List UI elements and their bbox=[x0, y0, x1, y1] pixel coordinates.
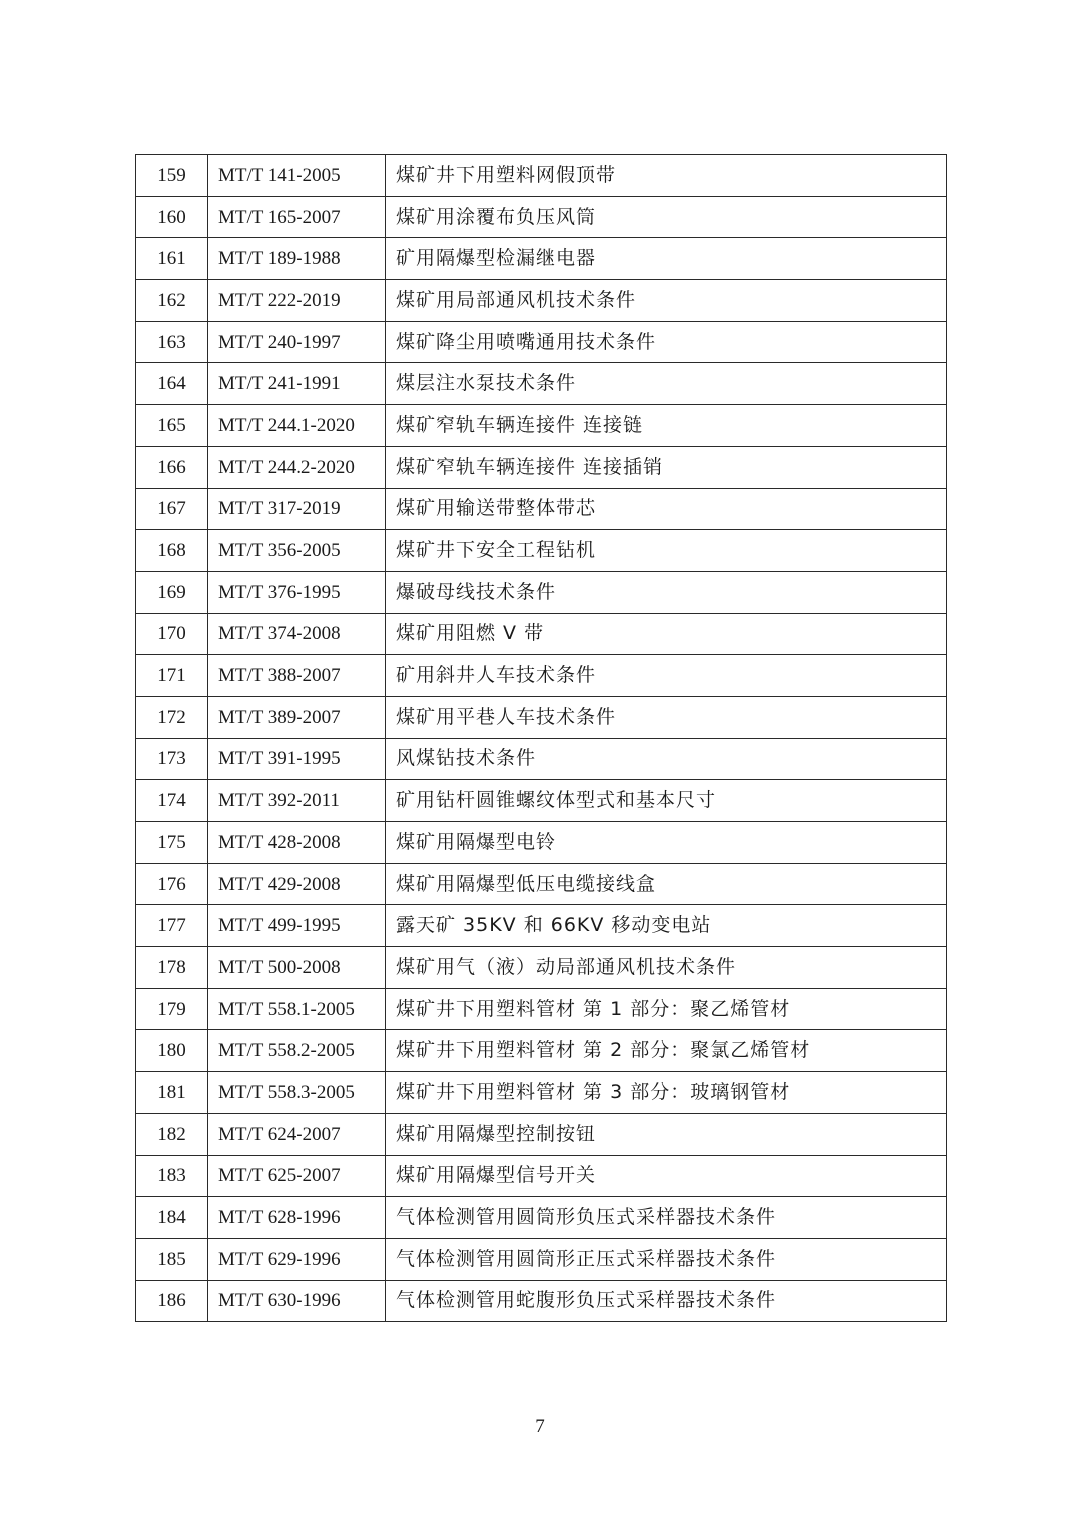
standard-name-cell: 煤矿用局部通风机技术条件 bbox=[386, 280, 947, 322]
standard-code-cell: MT/T 356-2005 bbox=[208, 530, 386, 572]
row-number-cell: 159 bbox=[136, 155, 208, 197]
standard-code-cell: MT/T 558.1-2005 bbox=[208, 988, 386, 1030]
table-row bbox=[136, 1072, 947, 1114]
standard-code-cell: MT/T 625-2007 bbox=[208, 1155, 386, 1197]
table-row bbox=[136, 238, 947, 280]
table-row bbox=[136, 488, 947, 530]
row-number-cell: 176 bbox=[136, 863, 208, 905]
row-number-cell: 183 bbox=[136, 1155, 208, 1197]
standard-code-cell: MT/T 189-1988 bbox=[208, 238, 386, 280]
row-number-cell: 168 bbox=[136, 530, 208, 572]
standard-name-cell: 爆破母线技术条件 bbox=[386, 571, 947, 613]
standard-name-cell: 煤矿井下用塑料管材 第 2 部分：聚氯乙烯管材 bbox=[386, 1030, 947, 1072]
standard-code-cell: MT/T 244.1-2020 bbox=[208, 405, 386, 447]
row-number-cell: 173 bbox=[136, 738, 208, 780]
standard-code-cell: MT/T 388-2007 bbox=[208, 655, 386, 697]
row-number-cell: 162 bbox=[136, 280, 208, 322]
standard-name-cell: 煤矿用隔爆型信号开关 bbox=[386, 1155, 947, 1197]
standard-name-cell: 气体检测管用蛇腹形负压式采样器技术条件 bbox=[386, 1280, 947, 1322]
table-row bbox=[136, 280, 947, 322]
standard-code-cell: MT/T 392-2011 bbox=[208, 780, 386, 822]
standard-name-cell: 煤矿用隔爆型控制按钮 bbox=[386, 1113, 947, 1155]
standard-code-cell: MT/T 428-2008 bbox=[208, 822, 386, 864]
row-number-cell: 166 bbox=[136, 446, 208, 488]
table-row bbox=[136, 571, 947, 613]
row-number-cell: 167 bbox=[136, 488, 208, 530]
standard-name-cell: 气体检测管用圆筒形正压式采样器技术条件 bbox=[386, 1238, 947, 1280]
table-row bbox=[136, 863, 947, 905]
table-row bbox=[136, 530, 947, 572]
standard-name-cell: 煤矿井下用塑料管材 第 1 部分：聚乙烯管材 bbox=[386, 988, 947, 1030]
standard-name-cell: 矿用隔爆型检漏继电器 bbox=[386, 238, 947, 280]
standard-name-cell: 煤矿降尘用喷嘴通用技术条件 bbox=[386, 321, 947, 363]
standard-code-cell: MT/T 240-1997 bbox=[208, 321, 386, 363]
row-number-cell: 182 bbox=[136, 1113, 208, 1155]
standard-name-cell: 风煤钻技术条件 bbox=[386, 738, 947, 780]
row-number-cell: 174 bbox=[136, 780, 208, 822]
table-row bbox=[136, 655, 947, 697]
standard-name-cell: 煤矿用阻燃 V 带 bbox=[386, 613, 947, 655]
standard-code-cell: MT/T 629-1996 bbox=[208, 1238, 386, 1280]
standard-code-cell: MT/T 165-2007 bbox=[208, 196, 386, 238]
standard-name-cell: 露天矿 35KV 和 66KV 移动变电站 bbox=[386, 905, 947, 947]
row-number-cell: 177 bbox=[136, 905, 208, 947]
standard-code-cell: MT/T 391-1995 bbox=[208, 738, 386, 780]
table-row bbox=[136, 1113, 947, 1155]
table-row bbox=[136, 321, 947, 363]
standard-code-cell: MT/T 624-2007 bbox=[208, 1113, 386, 1155]
row-number-cell: 180 bbox=[136, 1030, 208, 1072]
standard-name-cell: 矿用斜井人车技术条件 bbox=[386, 655, 947, 697]
row-number-cell: 184 bbox=[136, 1197, 208, 1239]
standard-name-cell: 煤矿井下用塑料网假顶带 bbox=[386, 155, 947, 197]
row-number-cell: 185 bbox=[136, 1238, 208, 1280]
standard-name-cell: 气体检测管用圆筒形负压式采样器技术条件 bbox=[386, 1197, 947, 1239]
standard-name-cell: 煤矿井下安全工程钻机 bbox=[386, 530, 947, 572]
table-row bbox=[136, 988, 947, 1030]
table-row bbox=[136, 780, 947, 822]
table-row bbox=[136, 446, 947, 488]
row-number-cell: 161 bbox=[136, 238, 208, 280]
standard-code-cell: MT/T 376-1995 bbox=[208, 571, 386, 613]
row-number-cell: 186 bbox=[136, 1280, 208, 1322]
standard-name-cell: 煤层注水泵技术条件 bbox=[386, 363, 947, 405]
standard-code-cell: MT/T 429-2008 bbox=[208, 863, 386, 905]
standard-code-cell: MT/T 241-1991 bbox=[208, 363, 386, 405]
standard-name-cell: 煤矿用平巷人车技术条件 bbox=[386, 696, 947, 738]
standard-code-cell: MT/T 630-1996 bbox=[208, 1280, 386, 1322]
row-number-cell: 163 bbox=[136, 321, 208, 363]
standards-table-body bbox=[136, 155, 947, 1322]
standard-name-cell: 煤矿用气（液）动局部通风机技术条件 bbox=[386, 947, 947, 989]
standard-name-cell: 煤矿井下用塑料管材 第 3 部分：玻璃钢管材 bbox=[386, 1072, 947, 1114]
table-row bbox=[136, 155, 947, 197]
row-number-cell: 160 bbox=[136, 196, 208, 238]
row-number-cell: 165 bbox=[136, 405, 208, 447]
standard-code-cell: MT/T 558.3-2005 bbox=[208, 1072, 386, 1114]
page-number: 7 bbox=[535, 1416, 545, 1437]
row-number-cell: 171 bbox=[136, 655, 208, 697]
standard-name-cell: 煤矿用输送带整体带芯 bbox=[386, 488, 947, 530]
table-row bbox=[136, 738, 947, 780]
standards-table bbox=[135, 154, 947, 1322]
standard-name-cell: 煤矿用隔爆型低压电缆接线盒 bbox=[386, 863, 947, 905]
standard-code-cell: MT/T 628-1996 bbox=[208, 1197, 386, 1239]
standard-name-cell: 矿用钻杆圆锥螺纹体型式和基本尺寸 bbox=[386, 780, 947, 822]
standard-name-cell: 煤矿用涂覆布负压风筒 bbox=[386, 196, 947, 238]
table-row bbox=[136, 613, 947, 655]
table-row bbox=[136, 1197, 947, 1239]
row-number-cell: 169 bbox=[136, 571, 208, 613]
table-row bbox=[136, 905, 947, 947]
table-row bbox=[136, 1280, 947, 1322]
standard-code-cell: MT/T 244.2-2020 bbox=[208, 446, 386, 488]
standard-code-cell: MT/T 317-2019 bbox=[208, 488, 386, 530]
table-row bbox=[136, 1030, 947, 1072]
row-number-cell: 164 bbox=[136, 363, 208, 405]
row-number-cell: 172 bbox=[136, 696, 208, 738]
standard-code-cell: MT/T 374-2008 bbox=[208, 613, 386, 655]
table-row bbox=[136, 696, 947, 738]
standard-code-cell: MT/T 389-2007 bbox=[208, 696, 386, 738]
standard-code-cell: MT/T 500-2008 bbox=[208, 947, 386, 989]
standard-name-cell: 煤矿窄轨车辆连接件 连接链 bbox=[386, 405, 947, 447]
table-row bbox=[136, 1155, 947, 1197]
standard-code-cell: MT/T 558.2-2005 bbox=[208, 1030, 386, 1072]
row-number-cell: 170 bbox=[136, 613, 208, 655]
row-number-cell: 178 bbox=[136, 947, 208, 989]
standard-name-cell: 煤矿用隔爆型电铃 bbox=[386, 822, 947, 864]
row-number-cell: 181 bbox=[136, 1072, 208, 1114]
standard-name-cell: 煤矿窄轨车辆连接件 连接插销 bbox=[386, 446, 947, 488]
row-number-cell: 179 bbox=[136, 988, 208, 1030]
table-row bbox=[136, 947, 947, 989]
standard-code-cell: MT/T 499-1995 bbox=[208, 905, 386, 947]
standard-code-cell: MT/T 222-2019 bbox=[208, 280, 386, 322]
standard-code-cell: MT/T 141-2005 bbox=[208, 155, 386, 197]
table-row bbox=[136, 196, 947, 238]
table-row bbox=[136, 822, 947, 864]
table-row bbox=[136, 1238, 947, 1280]
table-row bbox=[136, 363, 947, 405]
row-number-cell: 175 bbox=[136, 822, 208, 864]
table-row bbox=[136, 405, 947, 447]
